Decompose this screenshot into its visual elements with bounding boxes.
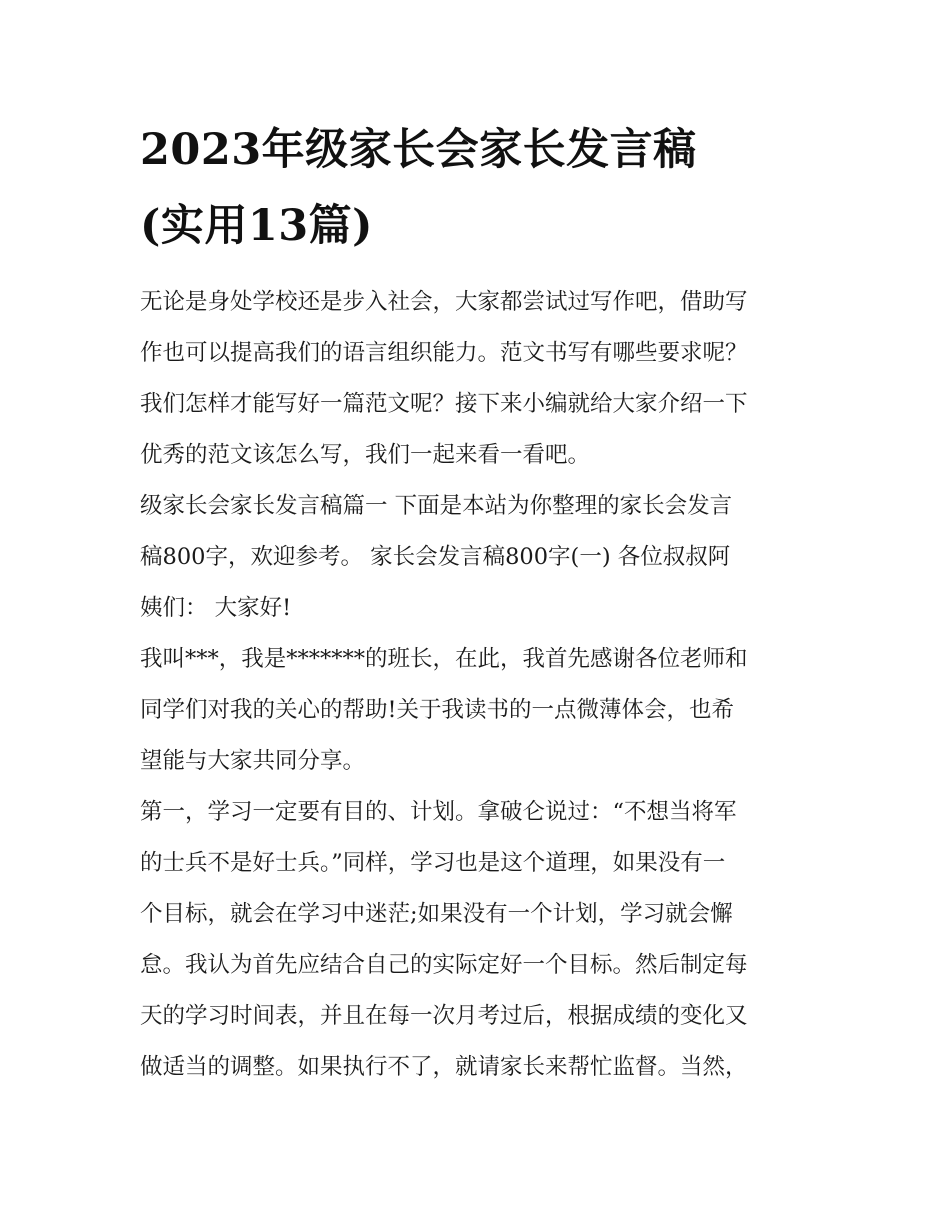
- text-line: 稿800字，欢迎参考。 家长会发言稿800字(一) 各位叔叔阿: [140, 544, 731, 570]
- paragraph-section-one: [140, 481, 830, 634]
- text-line: 级家长会家长发言稿篇一 下面是本站为你整理的家长会发言: [140, 493, 733, 519]
- text-line: 我叫***，我是*******的班长，在此，我首先感谢各位老师和: [140, 646, 748, 672]
- text-line: 第一，学习一定要有目的、计划。拿破仑说过：“不想当将军: [140, 799, 737, 825]
- text-line: 作也可以提高我们的语言组织能力。范文书写有哪些要求呢？: [140, 340, 748, 366]
- document-title: [140, 112, 820, 264]
- document-body: [140, 277, 830, 1093]
- paragraph-self-intro: [140, 634, 830, 787]
- text-line: 个目标，就会在学习中迷茫;如果没有一个计划，学习就会懈: [140, 901, 733, 927]
- text-line: 怠。我认为首先应结合自己的实际定好一个目标。然后制定每: [140, 952, 748, 978]
- text-line: 做适当的调整。如果执行不了，就请家长来帮忙监督。当然，: [140, 1054, 748, 1080]
- text-line: 姨们： 大家好!: [140, 595, 292, 621]
- paragraph-point-one: [140, 787, 830, 1093]
- text-line: 望能与大家共同分享。: [140, 748, 366, 774]
- text-line: 无论是身处学校还是步入社会，大家都尝试过写作吧，借助写: [140, 289, 748, 315]
- text-line: 天的学习时间表，并且在每一次月考过后，根据成绩的变化又: [140, 1003, 748, 1029]
- text-line: 优秀的范文该怎么写，我们一起来看一看吧。: [140, 442, 591, 468]
- title-line: 2023年级家长会家长发言稿: [140, 125, 697, 175]
- text-line: 的士兵不是好士兵。”同样，学习也是这个道理，如果没有一: [140, 850, 726, 876]
- text-line: 同学们对我的关心的帮助!关于我读书的一点微薄体会，也希: [140, 697, 735, 723]
- title-line: (实用13篇): [140, 201, 374, 251]
- text-line: 我们怎样才能写好一篇范文呢？接下来小编就给大家介绍一下: [140, 391, 748, 417]
- paragraph-intro: [140, 277, 830, 481]
